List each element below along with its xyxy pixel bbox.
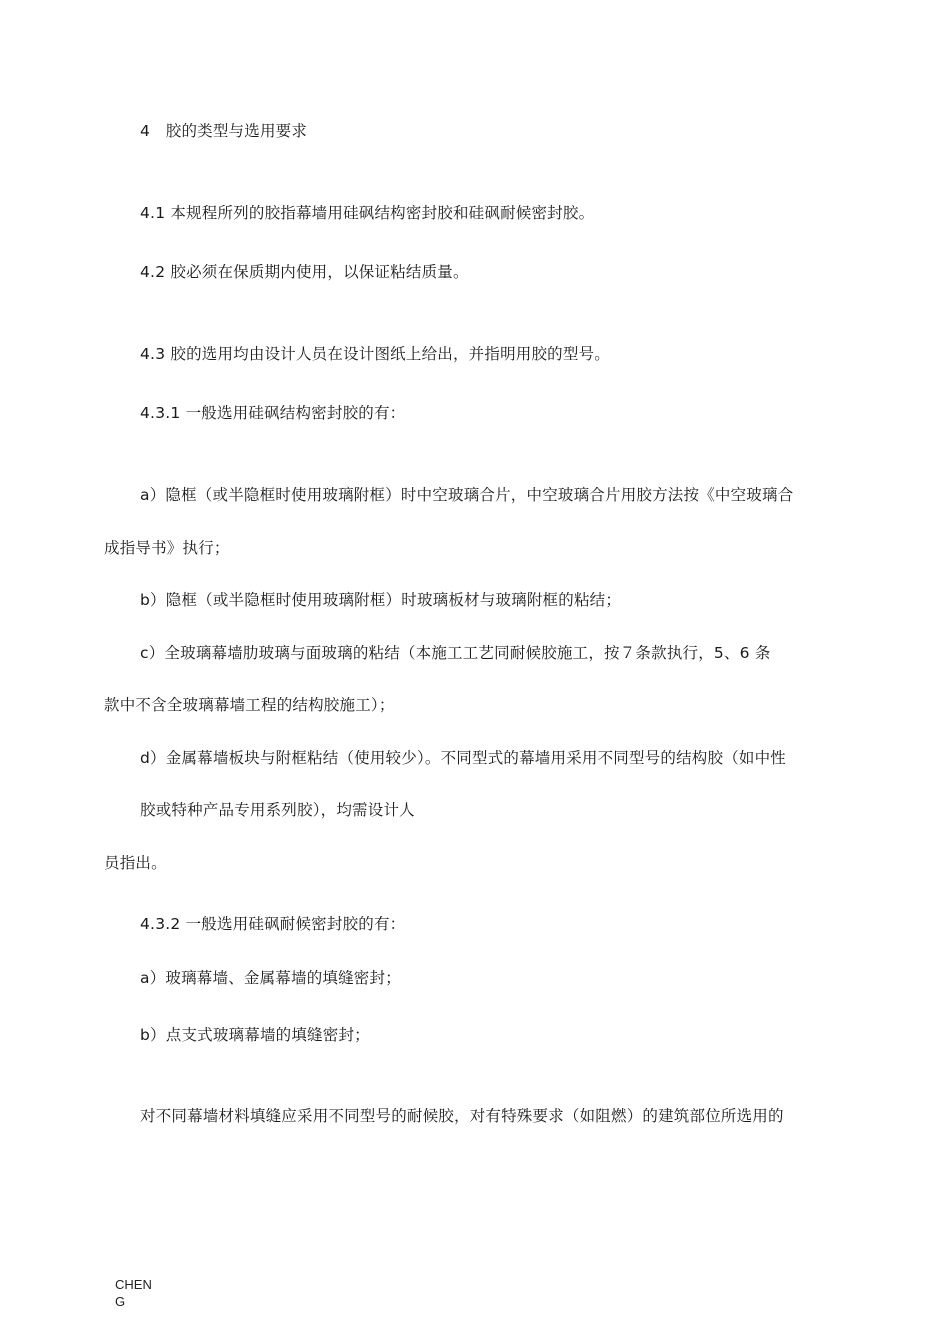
list-item-a-line1: a）隐框（或半隐框时使用玻璃附框）时中空玻璃合片，中空玻璃合片用胶方法按《中空玻璃合 — [140, 486, 794, 504]
closing-paragraph: 对不同幕墙材料填缝应采用不同型号的耐候胶，对有特殊要求（如阻燃）的建筑部位所选用的 — [140, 1107, 784, 1125]
list-item-c-line2: 款中不含全玻璃幕墙工程的结构胶施工）； — [104, 696, 395, 714]
list-item-b: b）隐框（或半隐框时使用玻璃附框）时玻璃板材与玻璃附框的粘结； — [140, 591, 622, 609]
list-item-a2: a）玻璃幕墙、金属幕墙的填缝密封； — [140, 969, 401, 987]
list-item-a-line2: 成指导书》执行； — [104, 539, 230, 557]
paragraph-4-3: 4.3 胶的选用均由设计人员在设计图纸上给出，并指明用胶的型号。 — [140, 345, 610, 363]
list-item-c-line1: c）全玻璃幕墙肋玻璃与面玻璃的粘结（本施工工艺同耐候胶施工，按７条款执行，5、6 条 — [140, 644, 771, 662]
section-heading-4: 4 胶的类型与选用要求 — [140, 122, 308, 140]
list-item-b2: b）点支式玻璃幕墙的填缝密封； — [140, 1026, 370, 1044]
footer-mark — [115, 1276, 152, 1310]
paragraph-4-2: 4.2 胶必须在保质期内使用，以保证粘结质量。 — [140, 263, 469, 281]
list-item-d-line1: d）金属幕墙板块与附框粘结（使用较少）。不同型式的幕墙用采用不同型号的结构胶（如中性 — [140, 749, 786, 767]
list-item-d-line3: 员指出。 — [104, 854, 167, 872]
list-item-d-line2: 胶或特种产品专用系列胶），均需设计人 — [140, 801, 415, 819]
paragraph-4-3-2: 4.3.2 一般选用硅砜耐候密封胶的有： — [140, 915, 406, 933]
paragraph-4-3-1: 4.3.1 一般选用硅砜结构密封胶的有： — [140, 404, 406, 422]
footer-line-2: G — [115, 1294, 126, 1309]
paragraph-4-1: 4.1 本规程所列的胶指幕墙用硅砜结构密封胶和硅砜耐候密封胶。 — [140, 204, 595, 222]
footer-line-1: CHEN — [115, 1277, 152, 1292]
